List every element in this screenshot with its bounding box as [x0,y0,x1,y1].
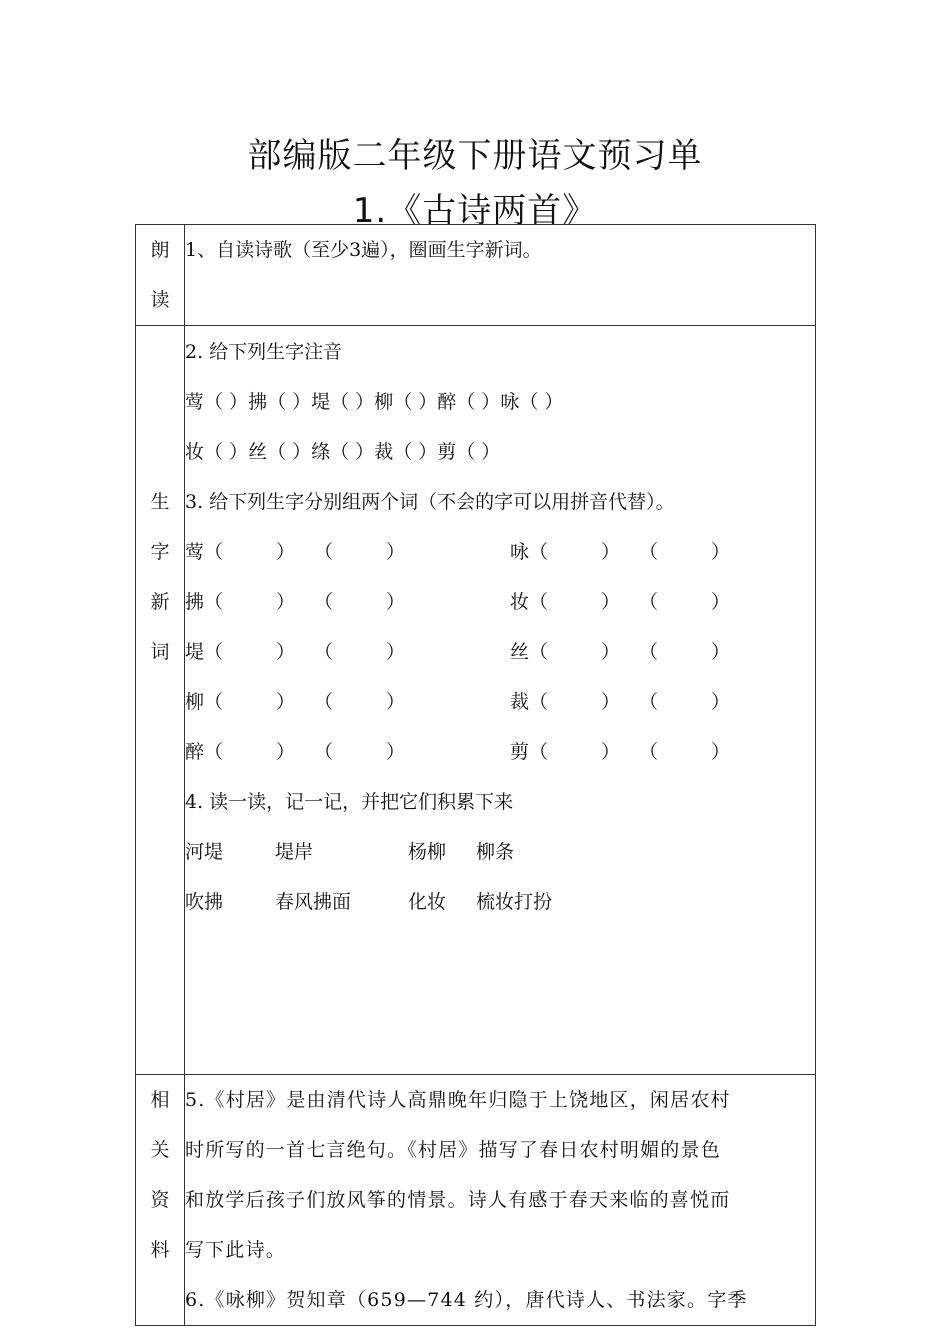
materials-label: 相 关 资 料 [136,1075,185,1326]
phrase: 堤岸 [275,841,314,863]
materials-content [185,1075,816,1326]
materials-line: 时所写的一首七言绝句。《村居》描写了春日农村明媚的景色 [185,1139,721,1161]
new-words-content [185,326,816,1075]
page-title: 部编版二年级下册语文预习单 [247,136,703,176]
word-row: 莺（ ） （ ） 咏（ ） （ ） [185,541,731,563]
reading-row [136,225,816,326]
question-4: 4. 读一读，记一记，并把它们积累下来 [185,791,514,813]
new-words-row [136,326,816,1075]
pinyin-char: 醉 [437,391,457,413]
word-row: 醉（ ） （ ） 剪（ ） （ ） [185,741,731,763]
pinyin-char: 妆 [185,441,205,463]
pinyin-char: 剪 [437,441,457,463]
word-row: 堤（ ） （ ） 丝（ ） （ ） [185,641,731,663]
new-words-label: 生 字 新 词 [136,326,185,1075]
question-3: 3. 给下列生字分别组两个词（不会的字可以用拼音代替）。 [185,491,675,513]
phrase: 杨柳 [408,841,447,863]
materials-line: 和放学后孩子们放风筝的情景。诗人有感于春天来临的喜悦而 [185,1189,731,1211]
question-2: 2. 给下列生字注音 [185,341,343,363]
phrase-row-1 [185,827,815,877]
phrase: 柳条 [476,841,515,863]
pinyin-char: 咏 [500,391,520,413]
phrase: 河堤 [185,841,224,863]
word-row: 柳（ ） （ ） 裁（ ） （ ） [185,691,731,713]
word-row: 拂（ ） （ ） 妆（ ） （ ） [185,591,731,613]
pinyin-char: 绦 [311,441,331,463]
pinyin-char: 莺 [185,391,205,413]
pinyin-row-1: 莺（ ）拂（ ）堤（ ）柳（ ）醉（ ）咏（ ） [185,391,564,413]
materials-line: 5.《村居》是由清代诗人高鼎晚年归隐于上饶地区，闲居农村 [185,1089,731,1111]
pinyin-char: 丝 [248,441,268,463]
phrase: 春风拂面 [275,891,352,913]
phrase-row-2 [185,877,815,927]
pinyin-char: 堤 [311,391,331,413]
pinyin-row-2: 妆（ ）丝（ ）绦（ ）裁（ ）剪（ ） [185,441,501,463]
materials-line: 写下此诗。 [185,1239,287,1261]
pinyin-char: 拂 [248,391,268,413]
materials-line: 6.《咏柳》贺知章（659—744 约），唐代诗人、书法家。字季 [185,1289,748,1311]
preview-sheet-table [135,224,816,1326]
reading-label: 朗 读 [136,225,185,326]
phrase: 吹拂 [185,891,224,913]
pinyin-char: 柳 [374,391,394,413]
phrase: 梳妆打扮 [476,891,553,913]
reading-task: 1、自读诗歌（至少3遍），圈画生字新词。 [185,239,542,261]
pinyin-char: 裁 [374,441,394,463]
reading-content [185,225,816,326]
phrase: 化妆 [408,891,447,913]
page-subtitle: 1.《古诗两首》 [352,191,598,231]
materials-row [136,1075,816,1326]
